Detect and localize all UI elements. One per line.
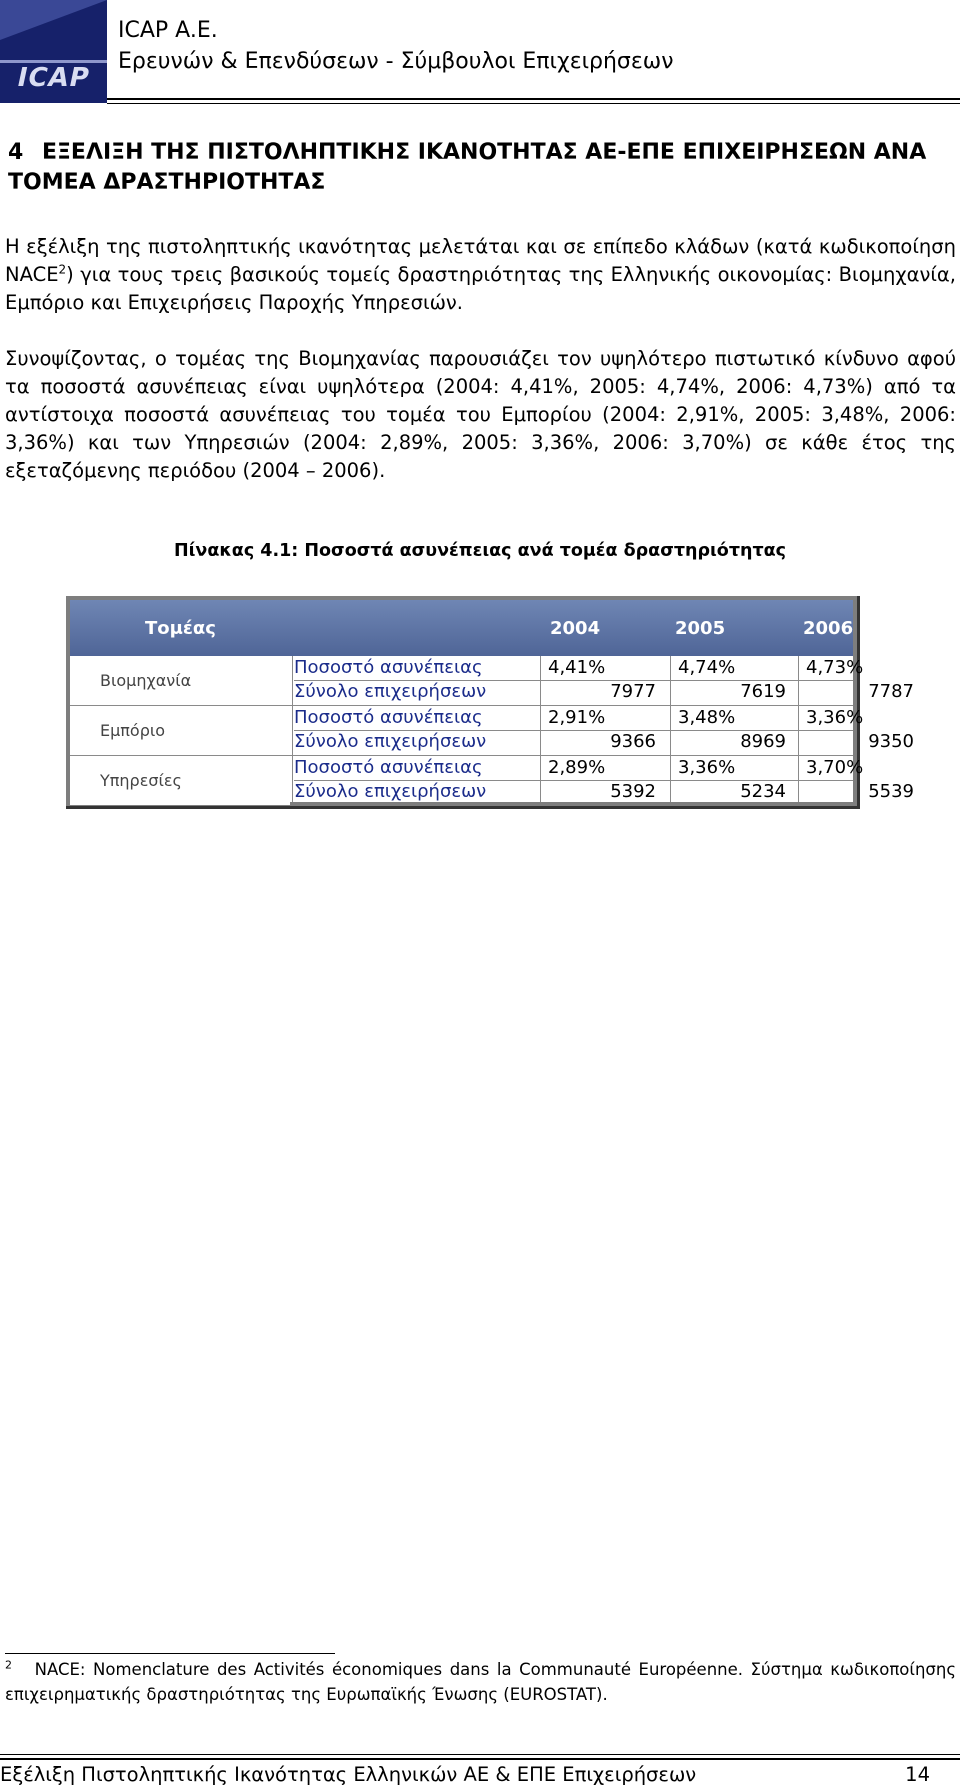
row-label: Ποσοστό ασυνέπειας [294,707,483,728]
table-cell: 9366 [610,731,656,752]
table-cell: 5539 [868,781,914,802]
table-row-group [70,656,914,706]
paragraph-intro-text-a: Η εξέλιξη της πιστοληπτικής ικανότητας μελετάται και σε επίπεδο κλάδων (κατά κωδικοποίηση NACE [5,235,956,286]
table-cell: 7619 [740,681,786,702]
table-cell: 5392 [610,781,656,802]
paragraph-intro [5,233,956,317]
table-cell: 8969 [740,731,786,752]
paragraph-intro-text-b: ) για τους τρεις βασικούς τομείς δραστηριότητας της Ελληνικής οικονομίας: Βιομηχανία, Εμπόριο και Επιχειρήσεις Παροχής Υπηρεσιών. [5,263,956,314]
table-cell: 4,41% [548,657,606,678]
row-label: Σύνολο επιχειρήσεων [294,681,487,702]
sector-name: Βιομηχανία [70,656,290,705]
header-subtitle: Ερευνών & Επενδύσεων - Σύμβουλοι Επιχειρήσεων [118,49,674,74]
table-cell: 9350 [868,731,914,752]
row-divider [294,780,853,781]
row-label: Σύνολο επιχειρήσεων [294,731,487,752]
row-divider [294,730,853,731]
header-company: ICAP A.E. [118,18,218,43]
logo-shape [0,0,107,40]
footer-title: Εξέλιξη Πιστοληπτικής Ικανότητας Ελληνικών ΑΕ & ΕΠΕ Επιχειρήσεων [0,1763,697,1786]
footnote-ref[interactable]: 2 [58,262,67,277]
section-title [8,138,948,198]
table-cell: 5234 [740,781,786,802]
default-rate-table [66,596,914,809]
section-title-text: ΕΞΕΛΙΞΗ ΤΗΣ ΠΙΣΤΟΛΗΠΤΙΚΗΣ ΙΚΑΝΟΤΗΤΑΣ ΑΕ-ΕΠΕ ΕΠΙΧΕΙΡΗΣΕΩΝ ΑΝΑ ΤΟΜΕΑ ΔΡΑΣΤΗΡΙΟΤΗΤΑΣ [8,140,927,195]
table-cell: 3,36% [678,757,736,778]
row-label: Ποσοστό ασυνέπειας [294,657,483,678]
table-cell: 3,70% [806,757,864,778]
section-number: 4 [8,140,24,165]
logo-text: ICAP [14,63,93,93]
header-divider-thin [107,103,960,104]
row-label: Ποσοστό ασυνέπειας [294,757,483,778]
sector-name: Υπηρεσίες [70,756,290,805]
table-cell: 7787 [868,681,914,702]
table-body [70,600,914,802]
paragraph-summary: Συνοψίζοντας, ο τομέας της Βιομηχανίας παρουσιάζει τον υψηλότερο πιστωτικό κίνδυνο αφού τα ποσοστά ασυνέπειας είναι υψηλότερα (2004: 4,41%, 2005: 4,74%, 2006: 4,73%) από τα αντίστοιχα ποσοστά ασυνέπειας του τομέα του Εμπορίου (2004: 2,91%, 2005: 3,48%, 2006: 3,36%) και των Υπηρεσιών (2004: 2,89%, 2005: 3,36%, 2006: 3,70%) σε κάθε έτος της εξεταζόμενης περιόδου (2004 – 2006). [5,347,956,482]
table-cell: 3,48% [678,707,736,728]
header-2005: 2005 [675,618,726,639]
table-cell: 4,74% [678,657,736,678]
table-cell: 3,36% [806,707,864,728]
table-cell: 2,91% [548,707,606,728]
footnote-marker: 2 [5,1658,12,1672]
company-logo [0,0,107,103]
table-row-group [70,706,914,756]
table-cell: 4,73% [806,657,864,678]
page-number: 14 [905,1763,930,1786]
row-divider [294,680,853,681]
header-2004: 2004 [550,618,601,639]
header-2006: 2006 [803,618,854,639]
footer-divider-thin [0,1754,960,1755]
header-sector: Τομέας [145,618,216,639]
footnote [5,1657,956,1707]
table-cell: 2,89% [548,757,606,778]
table-caption: Πίνακας 4.1: Ποσοστά ασυνέπειας ανά τομέα δραστηριότητας [173,541,787,561]
table-header-row [70,600,853,656]
footer-divider [0,1758,960,1760]
header-divider [107,98,960,100]
footnote-divider [5,1653,335,1654]
sector-name: Εμπόριο [70,706,290,755]
row-label: Σύνολο επιχειρήσεων [294,781,487,802]
table-cell: 7977 [610,681,656,702]
footnote-text: NACE: Nomenclature des Activités économiques dans la Communauté Européenne. Σύστημα κωδικοποίησης επιχειρηματικής δραστηριότητας της Ευρωπαϊκής Ένωσης (EUROSTAT). [5,1660,956,1704]
table-row-group [70,756,914,806]
